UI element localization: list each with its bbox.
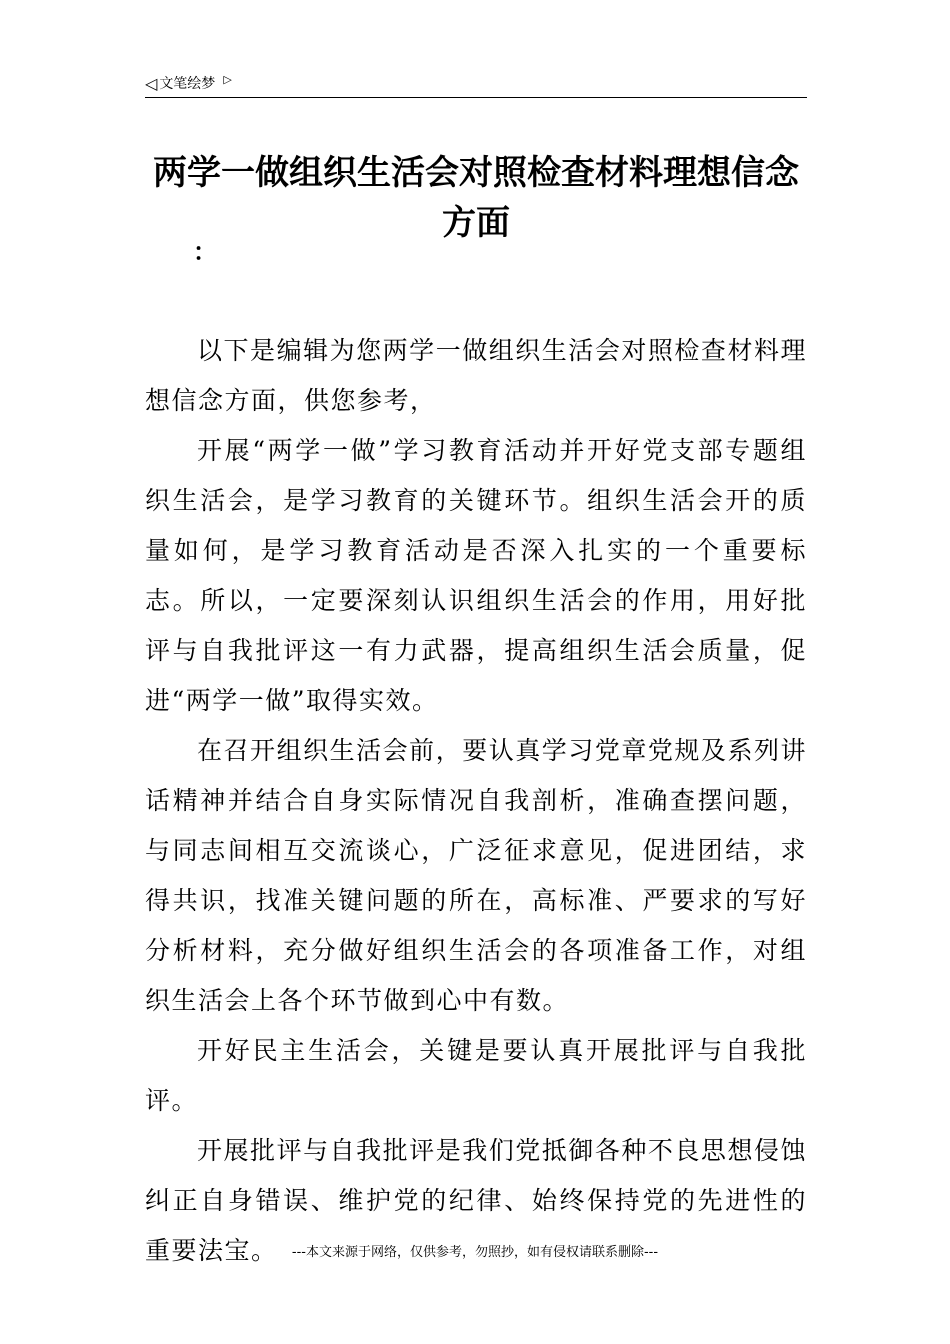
paragraph-3: 在召开组织生活会前，要认真学习党章党规及系列讲话精神并结合自身实际情况自我剖析，准确查摆问题，与同志间相互交流谈心，广泛征求意见，促进团结，求得共识，找准关键问题的所在，高标准、严要求的写好分析材料，充分做好组织生活会的各项准备工作，对组织生活会上各个环节做到心中有数。	[145, 736, 807, 1015]
paragraph-2: 开展“两学一做”学习教育活动并开好党支部专题组织生活会，是学习教育的关键环节。组织生活会开的质量如何，是学习教育活动是否深入扎实的一个重要标志。所以，一定要深刻认识组织生活会的作用，用好批评与自我批评这一有力武器，提高组织生活会质量，促进“两学一做”取得实效。	[145, 436, 807, 715]
right-triangle-icon: ▷	[223, 73, 232, 86]
document-title: 两学一做组织生活会对照检查材料理想信念方面	[153, 152, 799, 243]
title-colon: ：	[193, 238, 217, 266]
document-body	[145, 326, 807, 1276]
header-divider	[145, 97, 807, 98]
paragraph-4: 开好民主生活会，关键是要认真开展批评与自我批评。	[145, 1036, 807, 1115]
page-footer-notice: ---本文来源于网络，仅供参考，勿照抄，如有侵权请联系删除---	[291, 1245, 659, 1260]
paragraph-5: 开展批评与自我批评是我们党抵御各种不良思想侵蚀纠正自身错误、维护党的纪律、始终保持党的先进性的重要法宝。	[145, 1136, 807, 1265]
site-name: 文笔绘梦	[159, 76, 216, 92]
page-header	[145, 74, 807, 98]
left-triangle-icon: ◁	[145, 74, 158, 93]
paragraph-1: 以下是编辑为您两学一做组织生活会对照检查材料理想信念方面，供您参考，	[145, 336, 807, 415]
